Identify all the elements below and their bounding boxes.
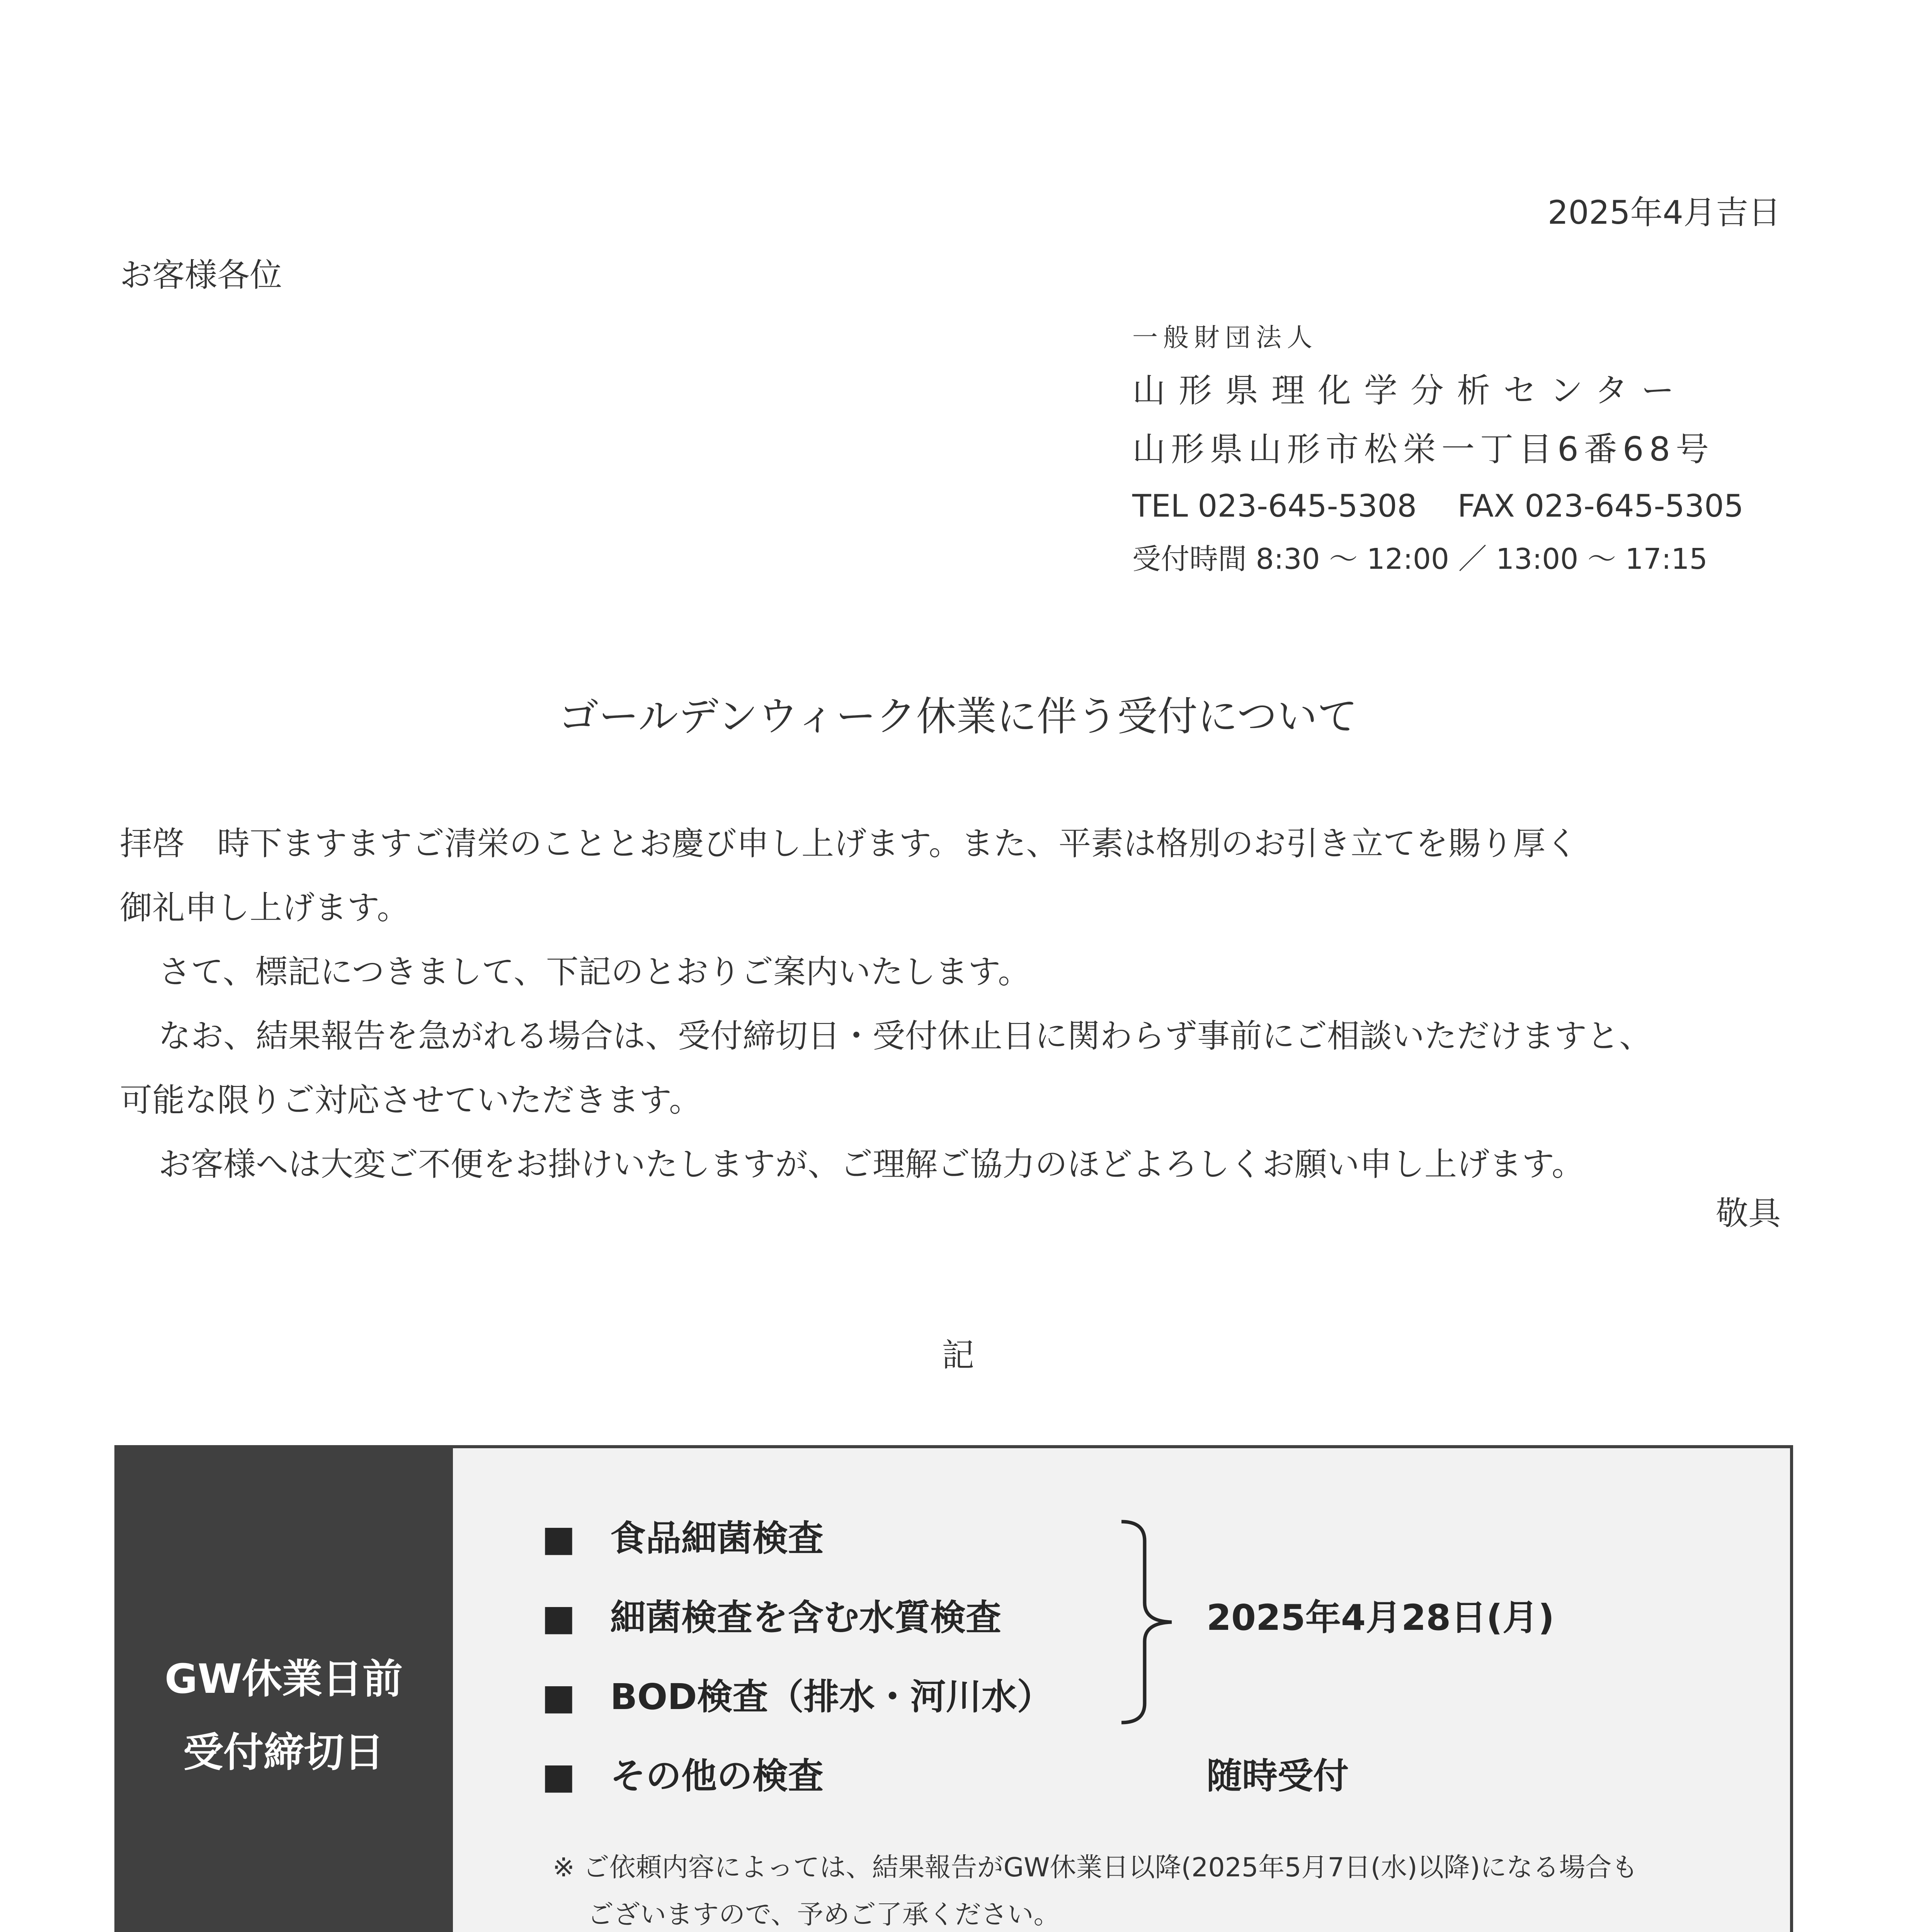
paragraph: なお、結果報告を急がれる場合は、受付締切日・受付休止日に関わらず事前にご相談いただけますと、 <box>158 1017 1652 1055</box>
letter-body <box>120 811 1797 1196</box>
square-bullet-icon: ■ <box>542 1755 575 1797</box>
paragraph: お客様へは大変ご不便をお掛けいたしますが、ご理解ご協力のほどよろしくお願い申し上げます。 <box>158 1145 1584 1183</box>
deadline-heading-line1: GW休業日前 <box>164 1655 403 1702</box>
org-tel-fax: TEL 023-645-5308 FAX 023-645-5305 <box>1132 488 1744 524</box>
other-tests-deadline: 随時受付 <box>1206 1755 1349 1797</box>
paragraph: 可能な限りご対応させていただきます。 <box>120 1081 702 1119</box>
org-name: 山形県理化学分析センター <box>1132 371 1688 410</box>
deadline-heading-line2: 受付締切日 <box>183 1729 384 1776</box>
deadline-note: ※ ご依頼内容によっては、結果報告がGW休業日以降(2025年5月7日(水)以降)になる場合も ございますので、予めご了承ください。 <box>553 1852 1638 1930</box>
closing-keigu: 敬具 <box>1715 1194 1781 1232</box>
document-title: ゴールデンウィーク休業に伴う受付について <box>558 693 1358 740</box>
list-item: ■ その他の検査 <box>542 1755 824 1797</box>
right-brace-icon <box>1118 1518 1179 1726</box>
paragraph: 拝啓 時下ますますご清栄のこととお慶び申し上げます。また、平素は格別のお引き立てを賜り厚く <box>120 825 1578 862</box>
list-item: ■ BOD検査（排水・河川水） <box>542 1676 1053 1718</box>
grouped-deadline-date: 2025年4月28日(月) <box>1206 1597 1555 1638</box>
document-date: 2025年4月吉日 <box>1547 194 1781 231</box>
square-bullet-icon: ■ <box>542 1676 575 1718</box>
square-bullet-icon: ■ <box>542 1597 575 1638</box>
org-hours: 受付時間 8:30 〜 12:00 ／ 13:00 〜 17:15 <box>1132 543 1708 576</box>
addressee: お客様各位 <box>120 256 282 294</box>
list-item: ■ 細菌検査を含む水質検査 <box>542 1597 1001 1638</box>
deadline-list-box <box>453 1445 1793 1932</box>
ki-heading: 記 <box>941 1336 974 1374</box>
org-address: 山形県山形市松栄一丁目6番68号 <box>1132 430 1715 469</box>
list-item: ■ 食品細菌検査 <box>542 1518 824 1559</box>
sender-block <box>1132 317 1744 577</box>
paragraph: 御礼申し上げます。 <box>120 889 410 927</box>
paragraph: さて、標記につきまして、下記のとおりご案内いたします。 <box>158 953 1031 991</box>
deadline-heading-box <box>114 1445 453 1932</box>
square-bullet-icon: ■ <box>542 1518 575 1559</box>
org-type: 一般財団法人 <box>1132 323 1318 352</box>
